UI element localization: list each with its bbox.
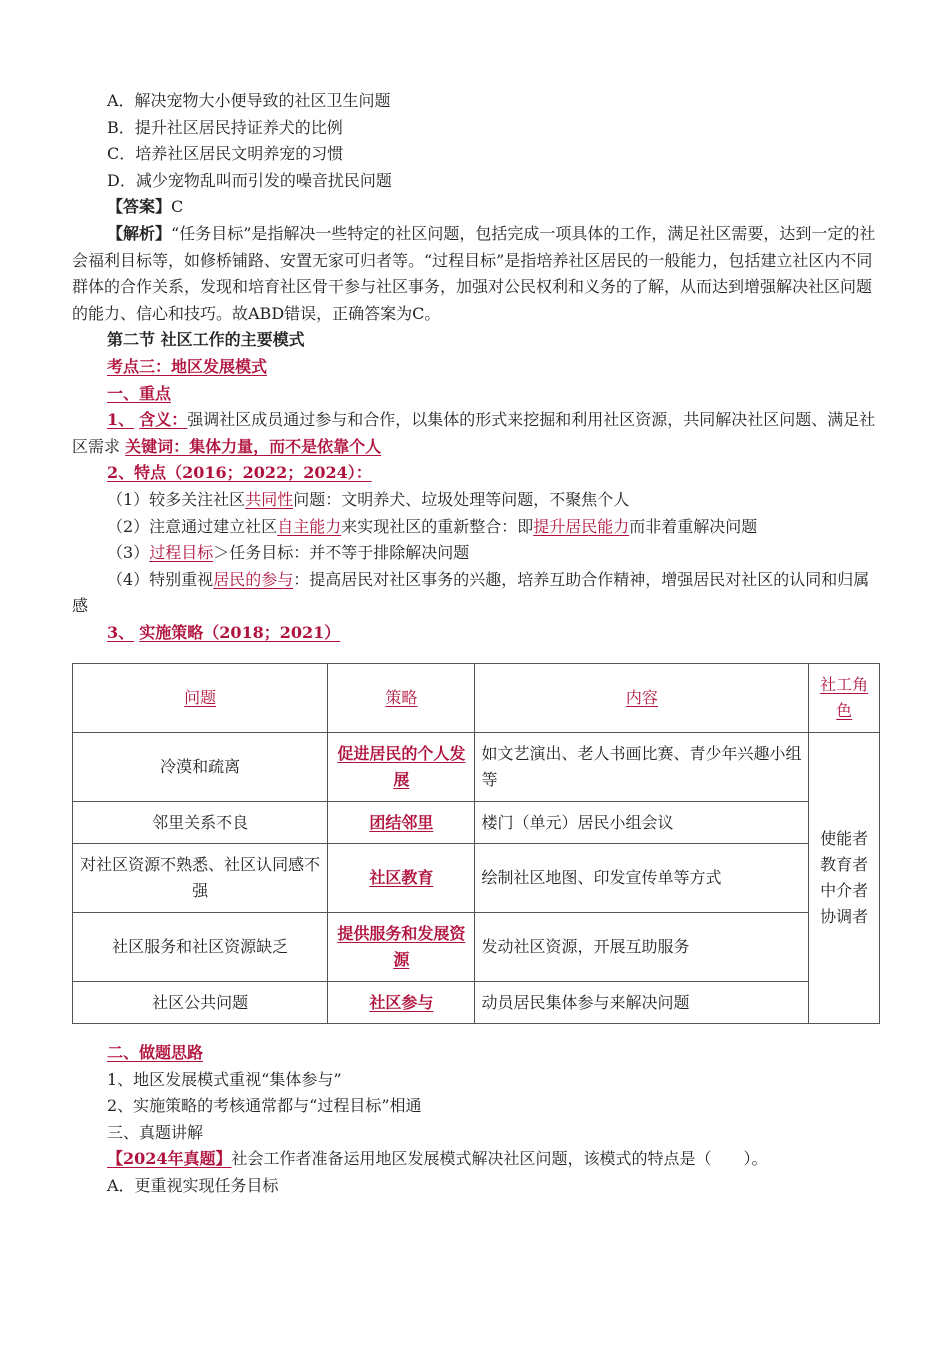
tedian-item-2 xyxy=(72,514,880,541)
header-cell xyxy=(328,664,475,733)
silu-title: 二、做题思路 xyxy=(107,1043,204,1062)
zhongdian-title: 一、重点 xyxy=(107,383,172,403)
tedian-text: （3） xyxy=(107,543,150,563)
option-d: D．减少宠物乱叫而引发的噪音扰民问题 xyxy=(107,170,392,190)
tedian-text: （2）注意通过建立社区 xyxy=(107,516,278,536)
strategy-cell xyxy=(328,982,475,1024)
content-cell: 动员居民集体参与来解决问题 xyxy=(475,982,809,1024)
shishi-title: 实施策略（2018；2021） xyxy=(139,622,341,642)
header-cell xyxy=(809,664,880,733)
tedian-highlight: 共同性 xyxy=(245,489,294,509)
table-row xyxy=(73,913,880,982)
question-option-a: A．更重视实现任务目标 xyxy=(107,1175,279,1195)
answer-line xyxy=(72,194,880,221)
header-cell xyxy=(73,664,328,733)
tedian-item-3 xyxy=(72,540,880,567)
role-cell: 使能者教育者中介者协调者 xyxy=(809,733,880,1024)
problem-cell: 邻里关系不良 xyxy=(73,802,328,844)
hanyi-label: 含义： xyxy=(139,410,188,430)
silu-item-2: 2、实施策略的考核通常都与“过程目标”相通 xyxy=(107,1096,422,1116)
tedian-title: 2、特点（2016；2022；2024）： xyxy=(107,463,372,483)
strategy-text: 促进居民的个人发展 xyxy=(337,744,466,789)
header-role: 社工角色 xyxy=(820,675,869,720)
silu-line xyxy=(72,1040,880,1067)
option-c: C．培养社区居民文明养宠的习惯 xyxy=(107,144,344,164)
tedian-text: 而非着重解决问题 xyxy=(629,516,758,536)
strategy-text: 社区教育 xyxy=(369,868,434,887)
strategy-cell xyxy=(328,802,475,844)
strategy-text: 提供服务和发展资源 xyxy=(337,924,466,969)
table-row xyxy=(73,844,880,913)
problem-cell: 对社区资源不熟悉、社区认同感不强 xyxy=(73,844,328,913)
answer-value: C xyxy=(171,197,184,217)
header-cell xyxy=(475,664,809,733)
table-header-row xyxy=(73,664,880,733)
header-content: 内容 xyxy=(625,688,658,707)
kaodian-title: 考点三：地区发展模式 xyxy=(107,356,268,376)
zhongdian-line xyxy=(72,381,880,408)
question-line xyxy=(72,1146,880,1173)
table-row xyxy=(73,982,880,1024)
analysis-text: “任务目标”是指解决一些特定的社区问题，包括完成一项具体的工作，满足社区需要，达到一定的社会福利目标等，如修桥铺路、安置无家可归者等。“过程目标”是指培养社区居民的一般能力，包括建立社区内不同群体的合作关系，发现和培育社区骨干参与社区事务，加强对公民权利和义务的了解，从而达到增强解决社区问题的能力、信心和技巧。故ABD错误，正确答案为C。 xyxy=(72,223,876,323)
after-table-body xyxy=(72,1040,880,1200)
shishi-line xyxy=(72,620,880,647)
question-tag: 【2024年真题】 xyxy=(107,1149,232,1169)
option-a: A．解决宠物大小便导致的社区卫生问题 xyxy=(107,91,391,110)
tedian-highlight: 过程目标 xyxy=(149,543,214,563)
hanyi-num: 1、 xyxy=(107,410,135,430)
silu-item-1: 1、地区发展模式重视“集体参与” xyxy=(107,1069,342,1089)
zhenti-title: 三、真题讲解 xyxy=(107,1122,204,1142)
analysis-label: 【解析】 xyxy=(107,223,172,243)
shishi-num: 3、 xyxy=(107,622,135,642)
tedian-text: 来实现社区的重新整合：即 xyxy=(341,516,534,536)
tedian-item-4 xyxy=(72,567,880,620)
tedian-text: 问题：文明养犬、垃圾处理等问题，不聚焦个人 xyxy=(293,489,630,509)
hanyi-paragraph xyxy=(72,407,880,460)
answer-label: 【答案】 xyxy=(107,197,172,217)
strategy-cell xyxy=(328,733,475,802)
content-cell: 发动社区资源，开展互助服务 xyxy=(475,913,809,982)
content-cell: 如文艺演出、老人书画比赛、青少年兴趣小组等 xyxy=(475,733,809,802)
tedian-item-1 xyxy=(72,487,880,514)
strategy-cell xyxy=(328,844,475,913)
problem-cell: 社区公共问题 xyxy=(73,982,328,1024)
table-row xyxy=(73,802,880,844)
hanyi-keyword: 关键词：集体力量，而不是依靠个人 xyxy=(125,436,382,456)
content-cell: 绘制社区地图、印发宣传单等方式 xyxy=(475,844,809,913)
strategy-text: 社区参与 xyxy=(369,992,434,1012)
tedian-text: （4）特别重视 xyxy=(107,569,214,589)
tedian-text: ＞任务目标：并不等于排除解决问题 xyxy=(213,543,470,563)
option-b: B．提升社区居民持证养犬的比例 xyxy=(107,117,343,137)
strategy-table xyxy=(72,663,880,1024)
strategy-text: 团结邻里 xyxy=(369,812,434,832)
header-strategy: 策略 xyxy=(385,688,418,707)
header-problem: 问题 xyxy=(184,688,217,707)
analysis-paragraph xyxy=(72,221,880,327)
document-body xyxy=(72,88,880,646)
section-title: 第二节 社区工作的主要模式 xyxy=(107,330,305,350)
tedian-highlight: 自主能力 xyxy=(277,516,342,536)
question-text: 社会工作者准备运用地区发展模式解决社区问题，该模式的特点是（ ）。 xyxy=(231,1149,768,1169)
problem-cell: 社区服务和社区资源缺乏 xyxy=(73,913,328,982)
hanyi-text: 强调社区成员通过参与和合作，以集体的形式来挖掘和利用社区资源，共同解决社区问题、满足社区需求 xyxy=(72,410,876,456)
tedian-highlight: 提升居民能力 xyxy=(533,516,630,536)
tedian-text: （1）较多关注社区 xyxy=(107,489,246,509)
tedian-line xyxy=(72,460,880,487)
tedian-text: ：提高居民对社区事务的兴趣，培养互助合作精神，增强居民对社区的认同和归属感 xyxy=(72,569,870,616)
problem-cell: 冷漠和疏离 xyxy=(73,733,328,802)
content-cell: 楼门（单元）居民小组会议 xyxy=(475,802,809,844)
strategy-cell xyxy=(328,913,475,982)
table-row xyxy=(73,733,880,802)
tedian-highlight: 居民的参与 xyxy=(213,569,294,589)
kaodian-line xyxy=(72,354,880,381)
